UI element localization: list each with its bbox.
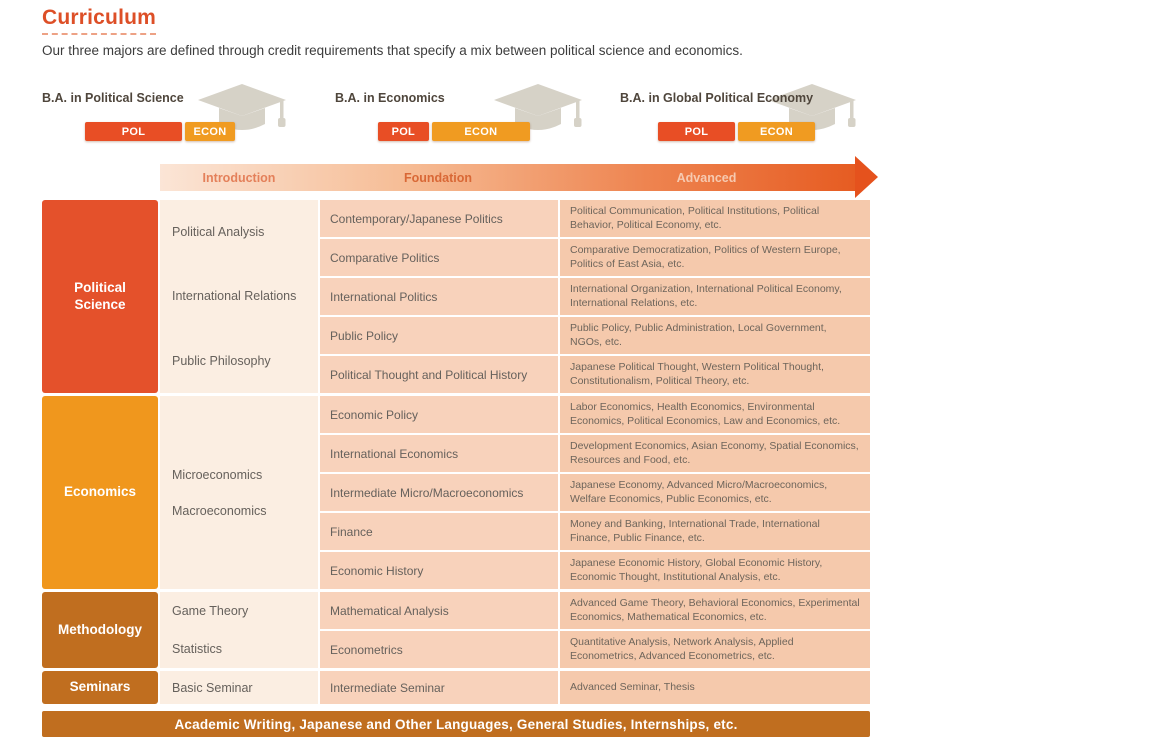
common-courses-bar: Academic Writing, Japanese and Other Languages, General Studies, Internships, etc. bbox=[42, 711, 870, 737]
details-cell: Public Policy, Public Administration, Local Government, NGOs, etc. bbox=[560, 317, 870, 354]
arrow-head-icon bbox=[855, 156, 878, 198]
course-cell: Public Policy bbox=[320, 317, 558, 354]
details-cell: International Organization, International Political Economy, International Relations, etc. bbox=[560, 278, 870, 315]
details-cell: Japanese Political Thought, Western Political Thought, Constitutionalism, Political Theory, etc. bbox=[560, 356, 870, 393]
major-title-political-science: B.A. in Political Science bbox=[42, 91, 184, 105]
subcategory-label: Public Philosophy bbox=[172, 353, 271, 368]
page-subtitle: Our three majors are defined through credit requirements that specify a mix between political science and economics. bbox=[42, 43, 743, 58]
details-cell: Development Economics, Asian Economy, Spatial Economics, Resources and Food, etc. bbox=[560, 435, 870, 472]
course-rows bbox=[320, 671, 870, 704]
course-cell: Comparative Politics bbox=[320, 239, 558, 276]
pol-segment: POL bbox=[378, 122, 429, 141]
course-cell: Intermediate Micro/Macroeconomics bbox=[320, 474, 558, 511]
subcategory-label: Macroeconomics bbox=[172, 503, 267, 518]
category-label: Seminars bbox=[42, 671, 158, 704]
subcategory-label: Political Analysis bbox=[172, 225, 265, 240]
course-rows bbox=[320, 200, 870, 393]
credit-mix-bar-global-political-economy bbox=[658, 122, 815, 141]
econ-segment: ECON bbox=[432, 122, 530, 141]
details-cell: Quantitative Analysis, Network Analysis, Applied Econometrics, Advanced Econometrics, etc. bbox=[560, 631, 870, 668]
stage-introduction: Introduction bbox=[202, 170, 276, 185]
subcategory-label: Microeconomics bbox=[172, 467, 263, 482]
details-cell: Japanese Economy, Advanced Micro/Macroeconomics, Welfare Economics, Public Economics, etc. bbox=[560, 474, 870, 511]
course-cell: International Economics bbox=[320, 435, 558, 472]
subcategory-label: Basic Seminar bbox=[172, 680, 253, 695]
econ-segment: ECON bbox=[738, 122, 815, 141]
econ-segment: ECON bbox=[185, 122, 235, 141]
course-cell: Econometrics bbox=[320, 631, 558, 668]
pol-segment: POL bbox=[85, 122, 182, 141]
curriculum-table bbox=[42, 200, 870, 704]
course-cell: Intermediate Seminar bbox=[320, 671, 558, 704]
details-cell: Advanced Game Theory, Behavioral Economics, Experimental Economics, Mathematical Economics, etc. bbox=[560, 592, 870, 629]
category-label: Methodology bbox=[42, 592, 158, 668]
subcategory-column bbox=[160, 592, 318, 668]
section-methodology bbox=[42, 592, 870, 668]
details-cell: Advanced Seminar, Thesis bbox=[560, 671, 870, 704]
subcategory-label: International Relations bbox=[172, 289, 297, 304]
subcategory-column bbox=[160, 396, 318, 589]
subcategory-column bbox=[160, 671, 318, 704]
stage-foundation: Foundation bbox=[403, 170, 473, 185]
course-cell: Economic Policy bbox=[320, 396, 558, 433]
category-label: Economics bbox=[42, 396, 158, 589]
details-cell: Comparative Democratization, Politics of Western Europe, Politics of East Asia, etc. bbox=[560, 239, 870, 276]
page-title: Curriculum bbox=[42, 6, 156, 35]
course-cell: Contemporary/Japanese Politics bbox=[320, 200, 558, 237]
subcategory-label: Game Theory bbox=[172, 604, 249, 618]
course-cell: Finance bbox=[320, 513, 558, 550]
details-cell: Political Communication, Political Institutions, Political Behavior, Political Economy, etc. bbox=[560, 200, 870, 237]
course-cell: Political Thought and Political History bbox=[320, 356, 558, 393]
details-cell: Money and Banking, International Trade, International Finance, Public Finance, etc. bbox=[560, 513, 870, 550]
pol-segment: POL bbox=[658, 122, 735, 141]
major-title-economics: B.A. in Economics bbox=[335, 91, 445, 105]
credit-mix-bar-economics bbox=[378, 122, 530, 141]
progression-arrow bbox=[160, 164, 855, 191]
course-rows bbox=[320, 396, 870, 589]
course-cell: Mathematical Analysis bbox=[320, 592, 558, 629]
credit-mix-bar-political-science bbox=[85, 122, 235, 141]
course-rows bbox=[320, 592, 870, 668]
course-cell: Economic History bbox=[320, 552, 558, 589]
details-cell: Labor Economics, Health Economics, Environmental Economics, Political Economics, Law and Economics, etc. bbox=[560, 396, 870, 433]
subcategory-column bbox=[160, 200, 318, 393]
subcategory-label: Statistics bbox=[172, 642, 223, 656]
course-cell: International Politics bbox=[320, 278, 558, 315]
details-cell: Japanese Economic History, Global Economic History, Economic Thought, Institutional Analysis, etc. bbox=[560, 552, 870, 589]
stage-advanced: Advanced bbox=[676, 170, 737, 185]
section-economics bbox=[42, 396, 870, 589]
section-political-science bbox=[42, 200, 870, 393]
category-label: Political Science bbox=[42, 200, 158, 393]
section-seminars bbox=[42, 671, 870, 704]
major-title-global-political-economy: B.A. in Global Political Economy bbox=[620, 91, 814, 105]
